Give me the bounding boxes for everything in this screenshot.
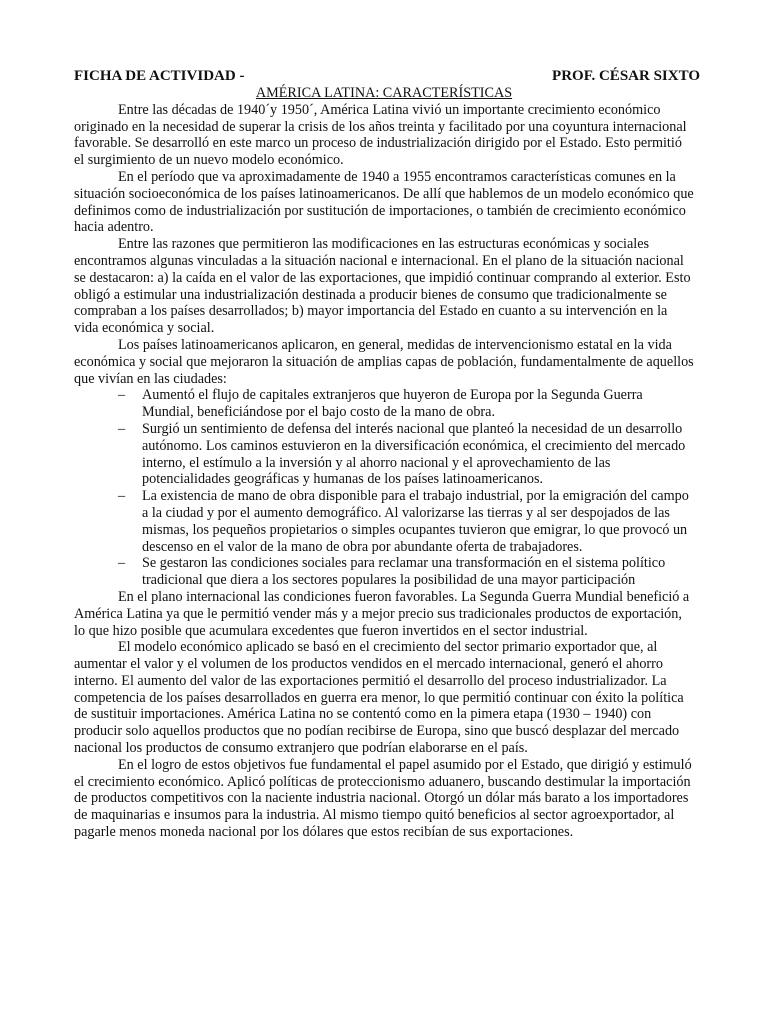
document-subtitle: AMÉRICA LATINA: CARACTERÍSTICAS xyxy=(255,85,513,101)
list-item-text: Se gestaron las condiciones sociales para reclamar una transformación en el sistema político tradicional que diera a los sectores populares la posibilidad de una mayor participación xyxy=(142,555,666,589)
paragraph: El modelo económico aplicado se basó en el crecimiento del sector primario exportador que, al aumentar el valor y el volumen de los productos vendidos en el mercado internacional, generó el ahorro interno. El aumento del valor de las exportaciones permitió el desarrollo del proceso industrializador. La competencia de los países desarrollados en guerra era menor, lo que permitió continuar con éxito la política de sustituir importaciones. América Latina no se contentó como en la pimera etapa (1930 – 1940) con producir solo aquellos productos que no podían recibirse de Europa, sino que buscó desplazar del mercado nacional los productos de consumo extranjero que podrían elaborarse en el país. xyxy=(74,639,684,757)
paragraph: Entre las décadas de 1940´y 1950´, América Latina vivió un importante crecimiento económico originado en la necesidad de superar la crisis de los años treinta y facilitado por una coyuntura internacional favorable. Se desarrolló en este marco un proceso de industrialización dirigido por el Estado. Esto permitió el surgimiento de un nuevo modelo económico. xyxy=(74,101,687,169)
paragraph: En el logro de estos objetivos fue fundamental el papel asumido por el Estado, que dirigió y estimuló el crecimiento económico. Aplicó políticas de proteccionismo aduanero, buscando destimular la importación de productos competitivos con la naciente industria nacional. Otorgó un dólar más barato a los importadores de maquinarias e insumos para la industria. Al mismo tiempo quitó beneficios al sector agroexportador, al pagarle menos moneda nacional por los dólares que estos recibían de sus exportaciones. xyxy=(74,756,692,841)
bullet-list xyxy=(74,387,694,589)
bullet-dash: – xyxy=(118,488,126,505)
bullet-dash: – xyxy=(118,420,126,437)
paragraph: Los países latinoamericanos aplicaron, en general, medidas de intervencionismo estatal en la vida económica y social que mejoraron la situación de amplias capas de población, fundamentalmente de aquellos que vivían en las ciudades: xyxy=(74,336,694,387)
list-item-text: La existencia de mano de obra disponible para el trabajo industrial, por la emigración del campo a la ciudad y por el aumento demográfico. Al valorizarse las tierras y al ser despojados de las mismas, los pequeños propietarios o simples ocupantes tuvieron que emigrar, lo que provocó un descenso en el valor de la mano de obra por abundante oferta de trabajadores. xyxy=(142,488,689,555)
list-item xyxy=(118,555,694,589)
document-header xyxy=(74,68,700,85)
list-item xyxy=(118,420,694,488)
worksheet-title: FICHA DE ACTIVIDAD - xyxy=(74,68,245,84)
paragraph: En el plano internacional las condiciones fueron favorables. La Segunda Guerra Mundial benefició a América Latina ya que le permitió vender más y a mejor precio sus tradicionales productos de exportación, lo que hizo posible que acumulara excedentes que fueron invertidos en el sector industrial. xyxy=(74,588,690,639)
list-item xyxy=(118,387,694,421)
paragraph: Entre las razones que permitieron las modificaciones en las estructuras económicas y sociales encontramos algunas vinculadas a la situación nacional e internacional. En el plano de la situación nacional se destacaron: a) la caída en el valor de las exportaciones, que impidió continuar comprando al exterior. Esto obligó a estimular una industrialización destinada a producir bienes de consumo que tradicionalmente se compraban a los países desarrollados; b) mayor importancia del Estado en cuanto a su intervención en la vida económica y social. xyxy=(74,236,691,337)
list-item xyxy=(118,488,694,555)
teacher-name: PROF. CÉSAR SIXTO xyxy=(552,68,700,84)
bullet-dash: – xyxy=(118,555,126,572)
paragraph: En el período que va aproximadamente de 1940 a 1955 encontramos características comunes en la situación socioeconómica de los países latinoamericanos. De allí que hablemos de un modelo económico que definimos como de industrialización por sustitución de importaciones, o también de crecimiento económico hacia adentro. xyxy=(74,168,694,236)
list-item-text: Surgió un sentimiento de defensa del interés nacional que planteó la necesidad de un desarrollo autónomo. Los caminos estuvieron en la diversificación económica, el crecimiento del mercado interno, el estímulo a la inversión y al ahorro nacional y el aprovechamiento de las potencialidades geográficas y humanas de los países latinoamericanos. xyxy=(142,420,686,488)
list-item-text: Aumentó el flujo de capitales extranjeros que huyeron de Europa por la Segunda Guerra Mundial, beneficiándose por el bajo costo de la mano de obra. xyxy=(142,387,643,421)
document-body xyxy=(74,68,700,841)
bullet-dash: – xyxy=(118,387,126,404)
